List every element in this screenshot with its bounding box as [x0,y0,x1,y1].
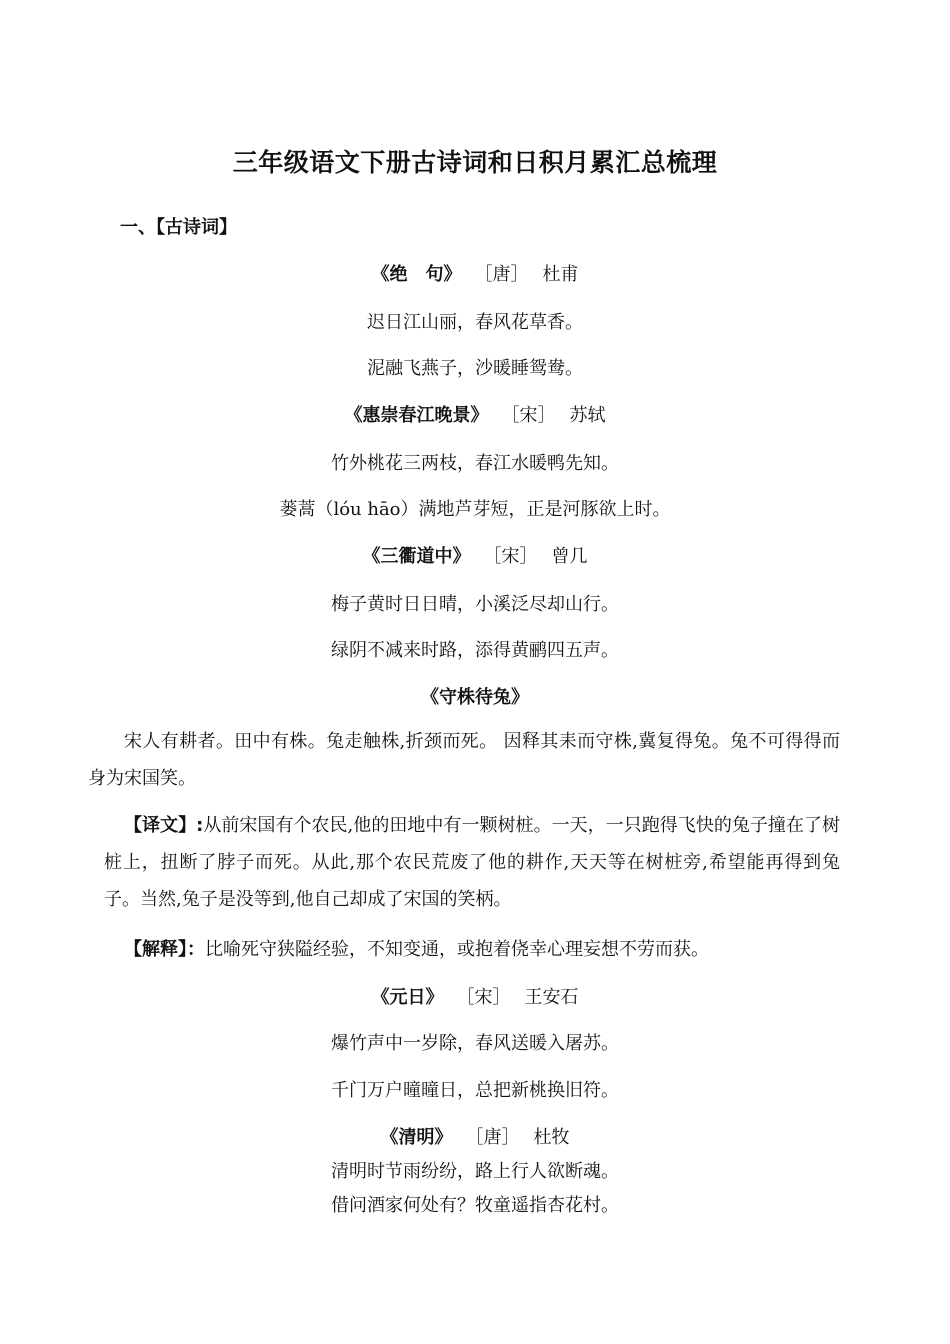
poem-title: 《元日》 [371,987,444,1008]
fable-title: 《守株待兔》 [421,687,529,708]
explain-text: 比喻死守狭隘经验，不知变通，或抱着侥幸心理妄想不劳而获。 [205,939,709,960]
poem-dynasty: ［宋］ [465,987,511,1008]
fable-text: 宋人有耕者。田中有株。兔走触株,折颈而死。 因释其耒而守株,冀复得兔。兔不可得得而身为宋国笑。 [88,731,840,789]
poem-author: 王安石 [524,987,579,1008]
fable-explanation [124,935,709,961]
explain-label: 【解释】： [124,939,205,960]
poem-header [0,401,950,427]
poem-title: 《绝 句》 [371,264,462,285]
poem-dynasty: ［宋］ [510,405,556,426]
page-title: 三年级语文下册古诗词和日积月累汇总梳理 [232,148,718,177]
poem-line: 蒌蒿（lóu hāo）满地芦芽短，正是河豚欲上时。 [279,499,671,520]
translation-text: 从前宋国有个农民,他的田地中有一颗树桩。一天，一只跑得飞快的兔子撞在了树桩上，扭断了脖子而死。从此,那个农民荒废了他的耕作,天天等在树桩旁,希望能再得到兔子。当然,兔子是没等到,他自己却成了宋国的笑柄。 [104,815,841,910]
poem-line: 爆竹声中一岁除，春风送暖入屠苏。 [331,1033,619,1054]
poem-header [0,983,950,1009]
poem-line: 借问酒家何处有？牧童遥指杏花村。 [331,1195,619,1216]
poem-line: 梅子黄时日日晴，小溪泛尽却山行。 [331,594,619,615]
poem-line: 绿阴不减来时路，添得黄鹂四五声。 [331,640,619,661]
poem-author: 杜牧 [533,1127,570,1148]
poem-header [0,542,950,568]
poem-title: 《惠崇春江晚景》 [344,405,489,426]
poem-dynasty: ［宋］ [492,546,538,567]
poem-dynasty: ［唐］ [474,1127,520,1148]
poem-line: 迟日江山丽，春风花草香。 [367,312,583,333]
translation-label: 【译文】: [124,815,204,836]
fable-translation [104,807,840,918]
poem-title: 《清明》 [380,1127,453,1148]
poem-author: 杜甫 [542,264,579,285]
poem-header [0,1123,950,1149]
fable-header [0,683,950,709]
section-heading-ancient-poems: 一、【古诗词】 [120,217,237,238]
poem-line: 清明时节雨纷纷，路上行人欲断魂。 [331,1161,619,1182]
poem-line: 千门万户曈曈日，总把新桃换旧符。 [331,1080,619,1101]
poem-dynasty: ［唐］ [483,264,529,285]
poem-line: 泥融飞燕子，沙暖睡鸳鸯。 [367,358,583,379]
poem-author: 苏轼 [569,405,606,426]
poem-header [0,260,950,286]
poem-title: 《三衢道中》 [362,546,471,567]
poem-line: 竹外桃花三两枝，春江水暖鸭先知。 [331,453,619,474]
poem-author: 曾几 [551,546,588,567]
